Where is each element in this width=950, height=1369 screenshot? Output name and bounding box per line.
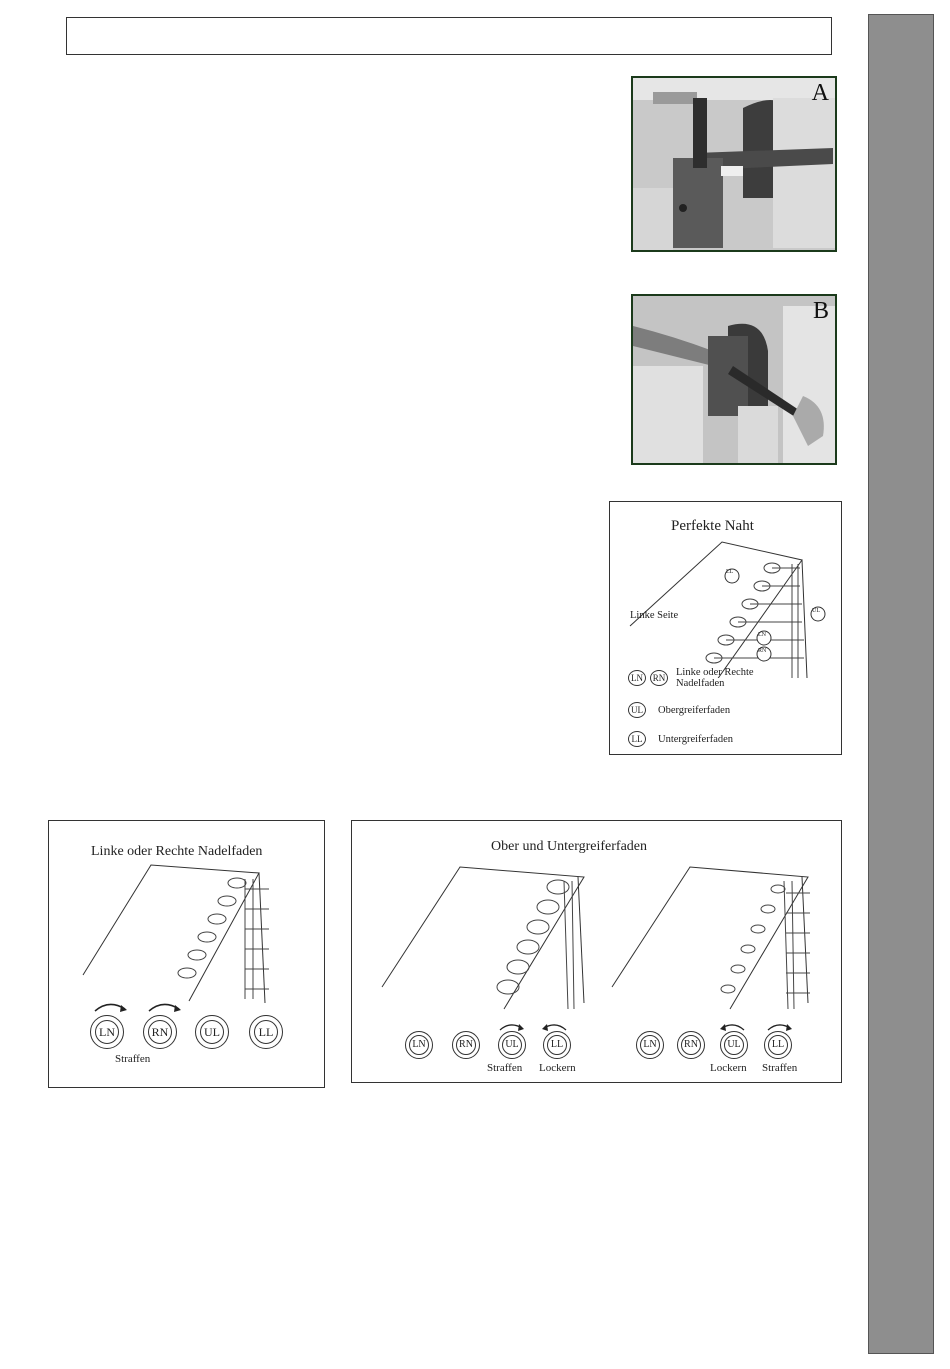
- dial-left-ul-label: UL: [502, 1035, 522, 1055]
- looper-diagram-title: Ober und Untergreiferfaden: [491, 839, 648, 854]
- right-caption-loosen: Lockern: [710, 1062, 747, 1074]
- wrong-side-label: Linke Seite: [630, 610, 679, 621]
- photo-a: [631, 76, 837, 252]
- needle-arrows: [91, 999, 191, 1015]
- dial-rn-label: RN: [148, 1020, 172, 1044]
- dial-right-ul: [720, 1031, 748, 1059]
- needle-seam-illustration: [69, 863, 309, 1003]
- dial-right-rn-label: RN: [681, 1035, 701, 1055]
- dial-ln: [90, 1015, 124, 1049]
- dial-ul: [195, 1015, 229, 1049]
- dial-right-ll: [764, 1031, 792, 1059]
- legend-icon-ul: UL: [628, 702, 646, 718]
- tag-rn: RN: [758, 648, 767, 654]
- legend-text-lower-looper: Untergreiferfaden: [658, 733, 734, 745]
- tag-ll: LL: [726, 569, 734, 575]
- photo-b: [631, 294, 837, 465]
- legend-row-lower-looper: [628, 731, 733, 747]
- legend-text-needle: Linke oder Rechte Nadelfaden: [676, 667, 754, 689]
- dial-right-ln-label: LN: [640, 1035, 660, 1055]
- side-tab-bar: [868, 14, 934, 1354]
- perfect-seam-illustration: [622, 538, 827, 678]
- dial-ln-label: LN: [95, 1020, 119, 1044]
- photo-a-letter: A: [811, 80, 829, 106]
- dial-right-rn: [677, 1031, 705, 1059]
- legend-icon-ll: LL: [628, 731, 646, 747]
- left-caption-loosen: Lockern: [539, 1062, 576, 1074]
- photo-b-image: [633, 296, 835, 463]
- left-caption-tighten: Straffen: [487, 1062, 523, 1074]
- right-caption-tighten: Straffen: [762, 1062, 798, 1074]
- dial-left-ul: [498, 1031, 526, 1059]
- tag-ul: UL: [812, 608, 820, 614]
- legend-row-needle: [628, 667, 796, 689]
- looper-thread-diagram: [351, 820, 842, 1083]
- perfect-seam-title: Perfekte Naht: [671, 518, 754, 534]
- dial-ll-label: LL: [254, 1020, 278, 1044]
- needle-caption: Straffen: [115, 1053, 151, 1065]
- dial-left-ln-label: LN: [409, 1035, 429, 1055]
- dial-right-ll-label: LL: [768, 1035, 788, 1055]
- legend-text-upper-looper: Obergreiferfaden: [658, 704, 731, 716]
- dial-left-ll-label: LL: [547, 1035, 567, 1055]
- legend-icon-rn: RN: [650, 670, 668, 686]
- tag-ln: LN: [758, 632, 766, 638]
- dial-left-rn: [452, 1031, 480, 1059]
- header-box: [66, 17, 832, 55]
- dial-left-rn-label: RN: [456, 1035, 476, 1055]
- photo-b-letter: B: [812, 298, 829, 324]
- dial-rn: [143, 1015, 177, 1049]
- dial-right-ul-label: UL: [724, 1035, 744, 1055]
- dial-ul-label: UL: [200, 1020, 224, 1044]
- looper-seam-illustrations: [378, 863, 818, 1013]
- dial-left-ll: [543, 1031, 571, 1059]
- perfect-seam-diagram: [609, 501, 842, 755]
- dial-ll: [249, 1015, 283, 1049]
- dial-right-ln: [636, 1031, 664, 1059]
- needle-diagram-title: Linke oder Rechte Nadelfaden: [91, 844, 263, 859]
- dial-left-ln: [405, 1031, 433, 1059]
- legend-icon-ln: LN: [628, 670, 646, 686]
- needle-thread-diagram: [48, 820, 325, 1088]
- legend-row-upper-looper: [628, 702, 730, 718]
- photo-a-image: [633, 78, 835, 250]
